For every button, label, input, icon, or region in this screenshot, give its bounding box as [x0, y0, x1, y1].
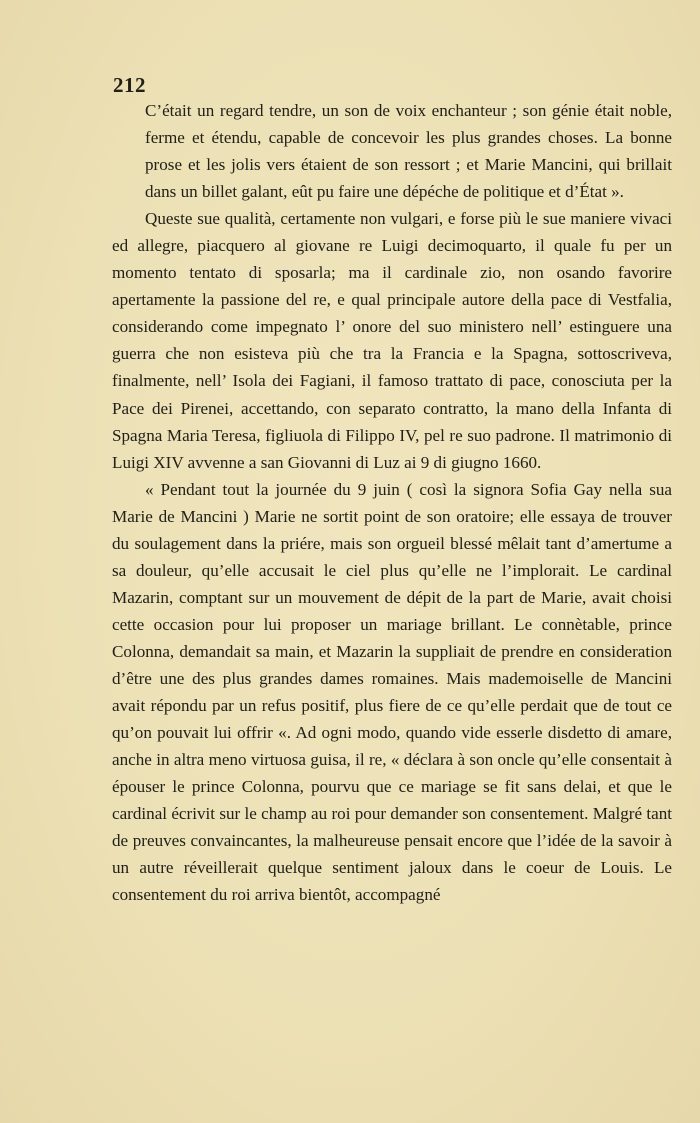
paragraph-3: « Pendant tout la journée du 9 juin ( così la signora Sofia Gay nella sua Marie de Mancini ) Marie ne sortit point de son oratoire; elle essaya de trouver du soulagement dans la priére, mais son orgueil blessé mêlait tant d’amertume a sa douleur, qu’elle accusait le ciel plus qu’elle ne l’implorait. Le cardinal Mazarin, comptant sur un mouvement de dépit de la part de Marie, avait choisi cette occasion pour lui proposer un mariage brillant. Le connètable, prince Colonna, demandait sa main, et Mazarin la suppliait de prendre en consideration d’être une des plus grandes dames romaines. Mais mademoiselle de Mancini avait répondu par un refus positif, plus fiere de ce qu’elle perdait que de tout ce qu’on pouvait lui offrir «. Ad ogni modo, quando vide esserle disdetto di amare, anche in altra meno virtuosa guisa, il re, « déclara à son oncle qu’elle consentait à épouser le prince Colonna, pourvu que ce mariage se fit sans delai, et que le cardinal écrivit sur le champ au roi pour demander son consentement. Malgré tant de preuves convaincantes, la malheureuse pensait encore que l’idée de la savoir à un autre réveillerait quelque sentiment jaloux dans le coeur de Louis. Le consentement du roi arriva bientôt, accompagné	[112, 479, 672, 905]
body-text	[112, 97, 672, 908]
paragraph-1: C’était un regard tendre, un son de voix enchanteur ; son génie était noble, ferme et étendu, capable de concevoir les plus grandes choses. La bonne prose et les jolis vers étaient de son ressort ; et Marie Mancini, qui brillait dans un billet galant, eût pu faire une dépéche de politique et d’État ».	[145, 101, 672, 202]
page-number: 212	[113, 73, 146, 97]
paragraph-2: Queste sue qualità, certamente non vulgari, e forse più le sue maniere vivaci ed allegre, piacquero al giovane re Luigi decimoquarto, il quale fu per un momento tentato di sposarla; ma il cardinale zio, non osando favorire apertamente la passione del re, e qual principale autore della pace di Vestfalia, considerando come impegnato l’ onore del suo ministero nell’ estinguere una guerra che non esisteva più che tra la Francia e la Spagna, sottoscriveva, finalmente, nell’ Isola dei Fagiani, il famoso trattato di pace, conosciuta per la Pace dei Pirenei, accettando, con separato contratto, la mano della Infanta di Spagna Maria Teresa, figliuola di Filippo IV, pel re suo padrone. Il matrimonio di Luigi XIV avvenne a san Giovanni di Luz ai 9 di giugno 1660.	[112, 209, 672, 472]
